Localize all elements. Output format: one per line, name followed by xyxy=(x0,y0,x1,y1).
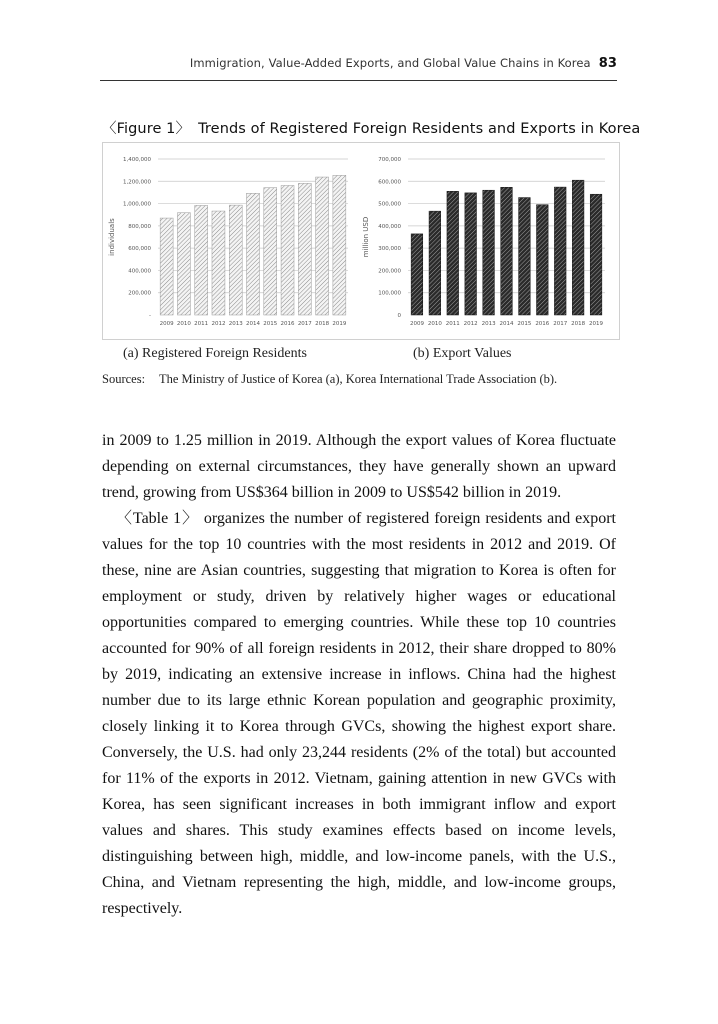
chart-a-xtick-label: 2014 xyxy=(246,321,260,327)
chart-registered-residents xyxy=(103,142,359,336)
page-number: 83 xyxy=(598,56,617,71)
chart-b-xtick-label: 2015 xyxy=(517,321,532,327)
chart-b-xtick-label: 2017 xyxy=(553,321,568,327)
chart-b-bar-2011 xyxy=(447,191,459,315)
chart-a-xtick-label: 2009 xyxy=(159,321,174,327)
chart-b-ytick-label: 300,000 xyxy=(378,246,401,253)
subcaption-a: (a) Registered Foreign Residents xyxy=(123,346,307,361)
chart-b-ytick-label: 400,000 xyxy=(378,223,401,230)
chart-a-bar-2019 xyxy=(333,175,346,315)
chart-b-bar-2019 xyxy=(590,194,602,315)
chart-a-bar-2018 xyxy=(316,177,329,315)
chart-a-bar-2013 xyxy=(229,205,242,315)
chart-a-xtick-label: 2017 xyxy=(297,321,312,327)
chart-a-ylabel: individuals xyxy=(108,218,116,256)
chart-a-bar-2012 xyxy=(212,211,225,315)
chart-b-xtick-label: 2016 xyxy=(535,321,550,327)
chart-a-bar-2017 xyxy=(298,183,311,315)
chart-b-xtick-label: 2009 xyxy=(409,321,424,327)
chart-a-xtick-label: 2019 xyxy=(332,321,347,327)
chart-a-xtick-label: 2016 xyxy=(280,321,295,327)
chart-a-xtick-label: 2011 xyxy=(194,321,209,327)
chart-a-xtick-label: 2010 xyxy=(176,321,191,327)
chart-a-ytick-label: 1,000,000 xyxy=(123,201,151,208)
chart-b-bar-2016 xyxy=(536,205,548,315)
chart-a-ytick-label: 600,000 xyxy=(128,246,151,253)
chart-b-xtick-label: 2011 xyxy=(445,321,460,327)
chart-a-bar-2014 xyxy=(247,193,260,315)
chart-a-xtick-label: 2012 xyxy=(211,321,226,327)
chart-a-bar-2016 xyxy=(281,186,294,315)
chart-a-ytick-label: 400,000 xyxy=(128,268,151,275)
chart-a-ytick-label: 1,400,000 xyxy=(123,157,151,163)
figure-title: Trends of Registered Foreign Residents and Exports in Korea xyxy=(198,121,641,137)
figure-number: 〈Figure 1〉 xyxy=(102,121,191,137)
chart-a-bar-2009 xyxy=(160,218,173,315)
chart-b-bar-2012 xyxy=(465,193,477,315)
chart-b-ytick-label: 100,000 xyxy=(378,290,401,297)
chart-b-bar-2015 xyxy=(519,198,531,315)
chart-b-xtick-label: 2018 xyxy=(571,321,586,327)
chart-b-ytick-label: 200,000 xyxy=(378,268,401,275)
chart-b-ytick-label: 600,000 xyxy=(378,179,401,186)
chart-b-ytick-label: 0 xyxy=(397,313,401,319)
chart-b-bar-2010 xyxy=(429,211,441,315)
chart-b-xtick-label: 2013 xyxy=(481,321,496,327)
chart-b-bar-2013 xyxy=(483,190,495,315)
chart-b-bar-2017 xyxy=(554,187,566,315)
paragraph-2: 〈Table 1〉 organizes the number of registered foreign residents and export values for the top 10 countries with the most residents in 2012 and 2019. Of these, nine are Asian countries, suggesting that migration to Korea is often for employment or study, driven by relatively higher wages or educational opportunities compared to emerging countries. While these top 10 countries accounted for 90% of all foreign residents in 2012, their share dropped to 80% by 2019, indicating an extensive increase in inflows. China had the highest number due to its large ethnic Korean population and geographic proximity, closely linking it to Korea through GVCs, showing the highest export share. Conversely, the U.S. had only 23,244 residents (2% of the total) but accounted for 11% of the exports in 2012. Vietnam, gaining attention in new GVCs with Korea, has seen significant increases in both immigrant inflow and export values and shares. This study examines effects based on income levels, distinguishing between high, middle, and low-income panels, with the U.S., China, and Vietnam representing the high, middle, and low-income groups, respectively. xyxy=(102,510,616,917)
chart-b-ytick-label: 700,000 xyxy=(378,157,401,163)
chart-a-xtick-label: 2013 xyxy=(228,321,243,327)
chart-export-values xyxy=(359,142,617,336)
running-title: Immigration, Value-Added Exports, and Global Value Chains in Korea xyxy=(189,56,591,70)
chart-b-xtick-label: 2014 xyxy=(499,321,514,327)
chart-a-bar-2011 xyxy=(195,205,208,315)
body-text xyxy=(102,428,616,922)
sources-label: Sources: xyxy=(102,372,146,386)
subcaption-b: (b) Export Values xyxy=(413,346,512,361)
chart-a-ytick-label: 800,000 xyxy=(128,223,151,230)
chart-a-bar-2015 xyxy=(264,188,277,315)
chart-b-bar-2014 xyxy=(501,187,513,315)
sources-text: The Ministry of Justice of Korea (a), Korea International Trade Association (b). xyxy=(159,372,558,386)
chart-b-ytick-label: 500,000 xyxy=(378,201,401,208)
figure-sources xyxy=(102,371,618,387)
paragraph-1: in 2009 to 1.25 million in 2019. Although the export values of Korea fluctuate depending on external circumstances, they have generally shown an upward trend, growing from US$364 billion in 2009 to US$542 billion in 2019. xyxy=(102,432,616,501)
chart-b-bar-2009 xyxy=(411,234,423,315)
chart-b-bar-2018 xyxy=(572,180,584,315)
chart-a-ytick-label: 1,200,000 xyxy=(123,179,151,186)
running-header xyxy=(100,56,617,81)
chart-b-xtick-label: 2010 xyxy=(427,321,442,327)
chart-b-xtick-label: 2019 xyxy=(589,321,604,327)
chart-a-ytick-label: - xyxy=(149,313,151,319)
chart-a-xtick-label: 2015 xyxy=(263,321,278,327)
figure-caption xyxy=(102,117,641,138)
chart-b-ylabel: million USD xyxy=(362,216,370,258)
chart-a-bar-2010 xyxy=(177,213,190,315)
chart-b-xtick-label: 2012 xyxy=(463,321,478,327)
chart-a-ytick-label: 200,000 xyxy=(128,290,151,297)
chart-a-xtick-label: 2018 xyxy=(315,321,330,327)
